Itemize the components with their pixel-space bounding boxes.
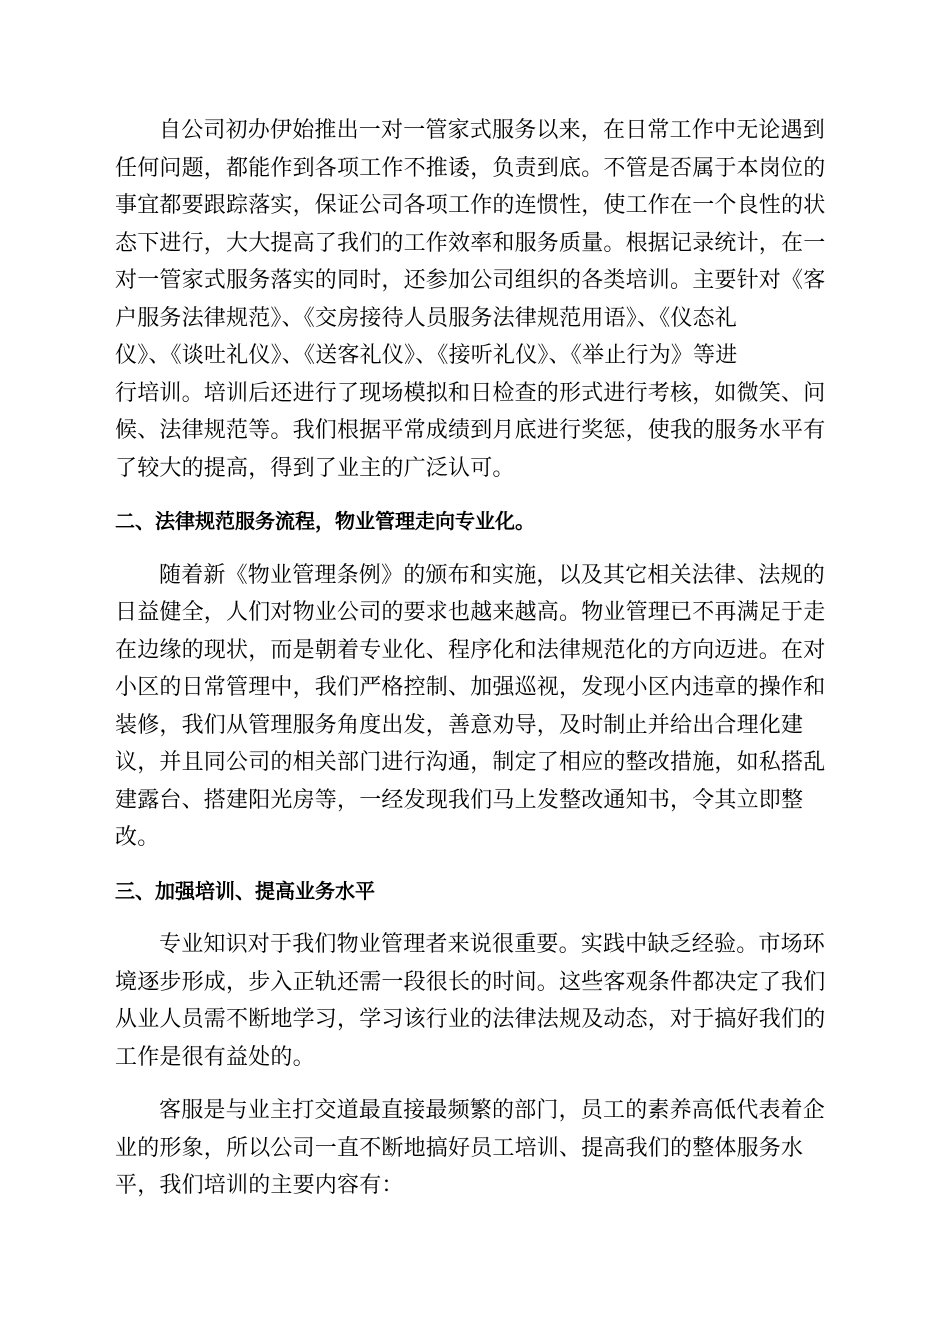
paragraph-4 (115, 1092, 833, 1205)
paragraph-line: 任何问题，都能作到各项工作不推诿，负责到底。不管是否属于本岗位的 (115, 155, 826, 181)
paragraph-line: 事宜都要跟踪落实，保证公司各项工作的连惯性，使工作在一个良性的状 (115, 193, 826, 218)
paragraph-line: 态下进行，大大提高了我们的工作效率和服务质量。根据记录统计，在一 (115, 230, 826, 256)
paragraph-line: 业的形象，所以公司一直不断地搞好员工培训、提高我们的整体服务水 (115, 1135, 804, 1161)
paragraph-1 (115, 112, 833, 487)
paragraph-line: 日益健全，人们对物业公司的要求也越来越高。物业管理已不再满足于走 (115, 600, 826, 625)
paragraph-line: 专业知识对于我们物业管理者来说很重要。实践中缺乏经验。市场环 (159, 932, 826, 957)
paragraph-line: 小区的日常管理中，我们严格控制、加强巡视，发现小区内违章的操作和 (115, 675, 826, 700)
paragraph-2 (115, 557, 833, 857)
document-page (115, 112, 833, 1221)
paragraph-line: 议，并且同公司的相关部门进行沟通，制定了相应的整改措施，如私搭乱 (115, 750, 826, 775)
paragraph-line: 从业人员需不断地学习，学习该行业的法律法规及动态，对于搞好我们的 (115, 1007, 826, 1032)
paragraph-line: 行培训。培训后还进行了现场模拟和日检查的形式进行考核，如微笑、问 (115, 380, 826, 406)
paragraph-line: 户服务法律规范》、《交房接待人员服务法律规范用语》、《仪态礼 (115, 305, 738, 331)
section-heading-2: 二、法律规范服务流程，物业管理走向专业化。 (115, 509, 535, 533)
paragraph-line: 在边缘的现状，而是朝着专业化、程序化和法律规范化的方向迈进。在对 (115, 637, 826, 663)
paragraph-line: 境逐步形成，步入正轨还需一段很长的时间。这些客观条件都决定了我们 (115, 969, 826, 995)
section-heading-3: 三、加强培训、提高业务水平 (115, 878, 375, 903)
paragraph-3 (115, 926, 833, 1076)
paragraph-line: 仪》、《谈吐礼仪》、《送客礼仪》、《接听礼仪》、《举止行为》等进 (115, 343, 738, 368)
paragraph-line: 自公司初办伊始推出一对一管家式服务以来，在日常工作中无论遇到 (159, 118, 826, 143)
paragraph-line: 平，我们培训的主要内容有： (115, 1173, 404, 1198)
paragraph-line: 装修，我们从管理服务角度出发，善意劝导，及时制止并给出合理化建 (115, 712, 804, 738)
paragraph-line: 随着新《物业管理条例》的颁布和实施，以及其它相关法律、法规的 (159, 562, 826, 588)
paragraph-line: 对一管家式服务落实的同时，还参加公司组织的各类培训。主要针对《客 (115, 268, 826, 293)
paragraph-line: 改。 (115, 825, 160, 850)
paragraph-line: 了较大的提高，得到了业主的广泛认可。 (115, 455, 515, 481)
paragraph-line: 客服是与业主打交道最直接最频繁的部门，员工的素养高低代表着企 (159, 1098, 826, 1123)
paragraph-line: 候、法律规范等。我们根据平常成绩到月底进行奖惩，使我的服务水平有 (115, 418, 826, 443)
paragraph-line: 工作是很有益处的。 (115, 1044, 315, 1070)
paragraph-line: 建露台、搭建阳光房等，一经发现我们马上发整改通知书，令其立即整 (115, 787, 804, 813)
